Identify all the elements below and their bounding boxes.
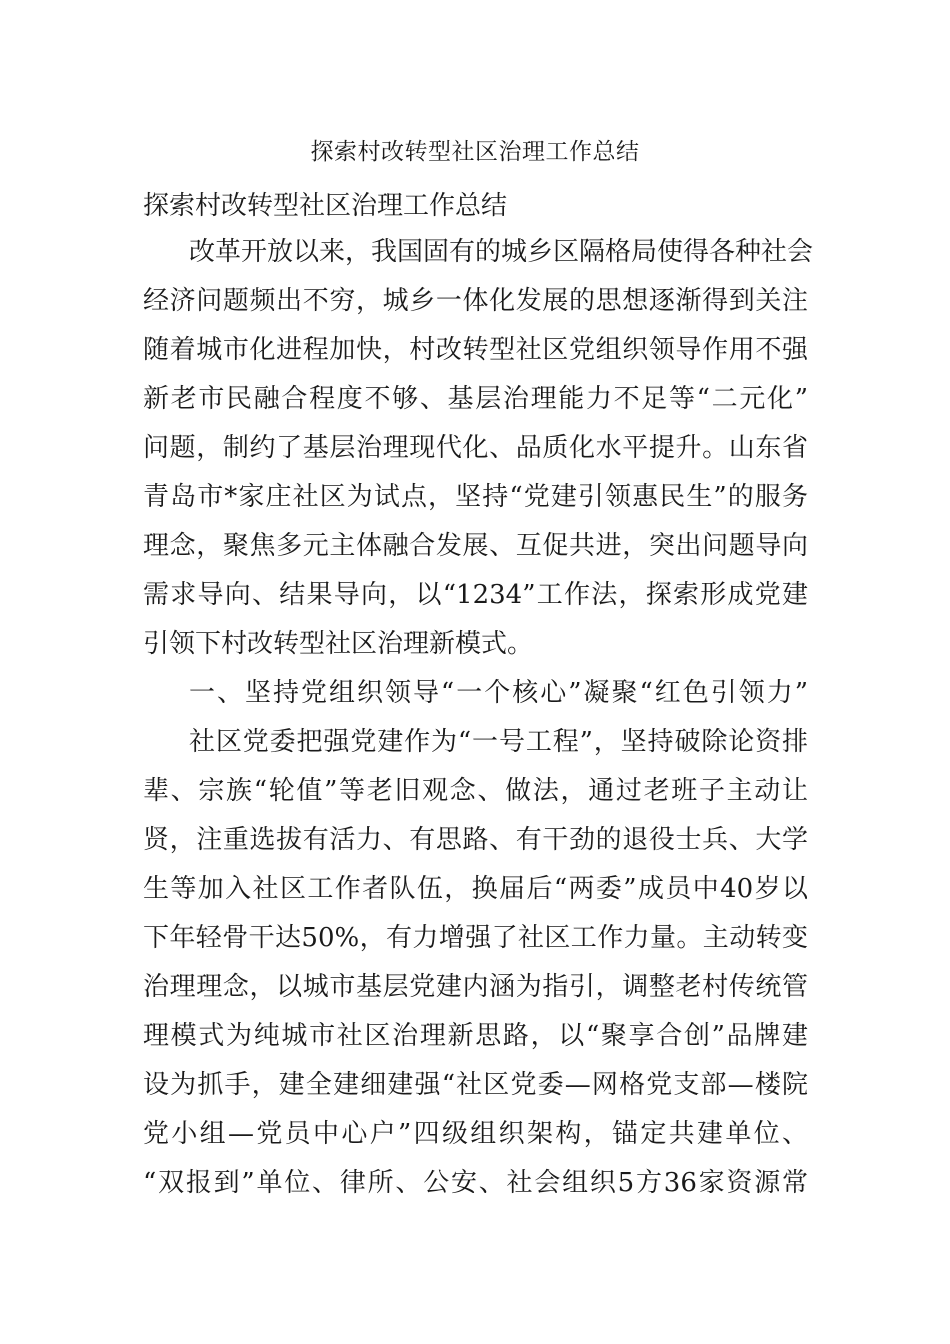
body-line: 党小组—党员中心户”四级组织架构，锚定共建单位、 xyxy=(143,1119,808,1149)
body-line: 引领下村改转型社区治理新模式。 xyxy=(143,629,534,659)
body-line: 设为抓手，建全建细建强“社区党委—网格党支部—楼院 xyxy=(143,1070,808,1100)
body-line: 青岛市*家庄社区为试点，坚持“党建引领惠民生”的服务 xyxy=(143,482,808,512)
subtitle-line: 探索村改转型社区治理工作总结 xyxy=(143,191,508,221)
body-line: 随着城市化进程加快，村改转型社区党组织领导作用不强 xyxy=(143,335,808,365)
body-line: 社区党委把强党建作为“一号工程”，坚持破除论资排 xyxy=(189,727,808,757)
body-line: 治理理念，以城市基层党建内涵为指引，调整老村传统管 xyxy=(143,972,808,1002)
body-line: 理念，聚焦多元主体融合发展、互促共进，突出问题导向 xyxy=(143,531,808,561)
body-line: 需求导向、结果导向，以“1234”工作法，探索形成党建 xyxy=(143,580,808,610)
body-line: 生等加入社区工作者队伍，换届后“两委”成员中40岁以 xyxy=(143,874,808,904)
body-line: 贤，注重选拔有活力、有思路、有干劲的退役士兵、大学 xyxy=(143,825,808,855)
body-line: 改革开放以来，我国固有的城乡区隔格局使得各种社会 xyxy=(189,237,814,267)
document-title: 探索村改转型社区治理工作总结 xyxy=(310,139,640,165)
body-line: 新老市民融合程度不够、基层治理能力不足等“二元化” xyxy=(143,384,808,414)
body-line: “双报到”单位、律所、公安、社会组织5方36家资源常 xyxy=(143,1168,808,1198)
section-heading: 一、坚持党组织领导“一个核心”凝聚“红色引领力” xyxy=(189,678,808,708)
body-line: 问题，制约了基层治理现代化、品质化水平提升。山东省 xyxy=(143,433,808,463)
body-line: 辈、宗族“轮值”等老旧观念、做法，通过老班子主动让 xyxy=(143,776,808,806)
body-line: 经济问题频出不穷，城乡一体化发展的思想逐渐得到关注 xyxy=(143,286,808,316)
body-line: 下年轻骨干达50%，有力增强了社区工作力量。主动转变 xyxy=(143,923,808,953)
body-line: 理模式为纯城市社区治理新思路，以“聚享合创”品牌建 xyxy=(143,1021,808,1051)
